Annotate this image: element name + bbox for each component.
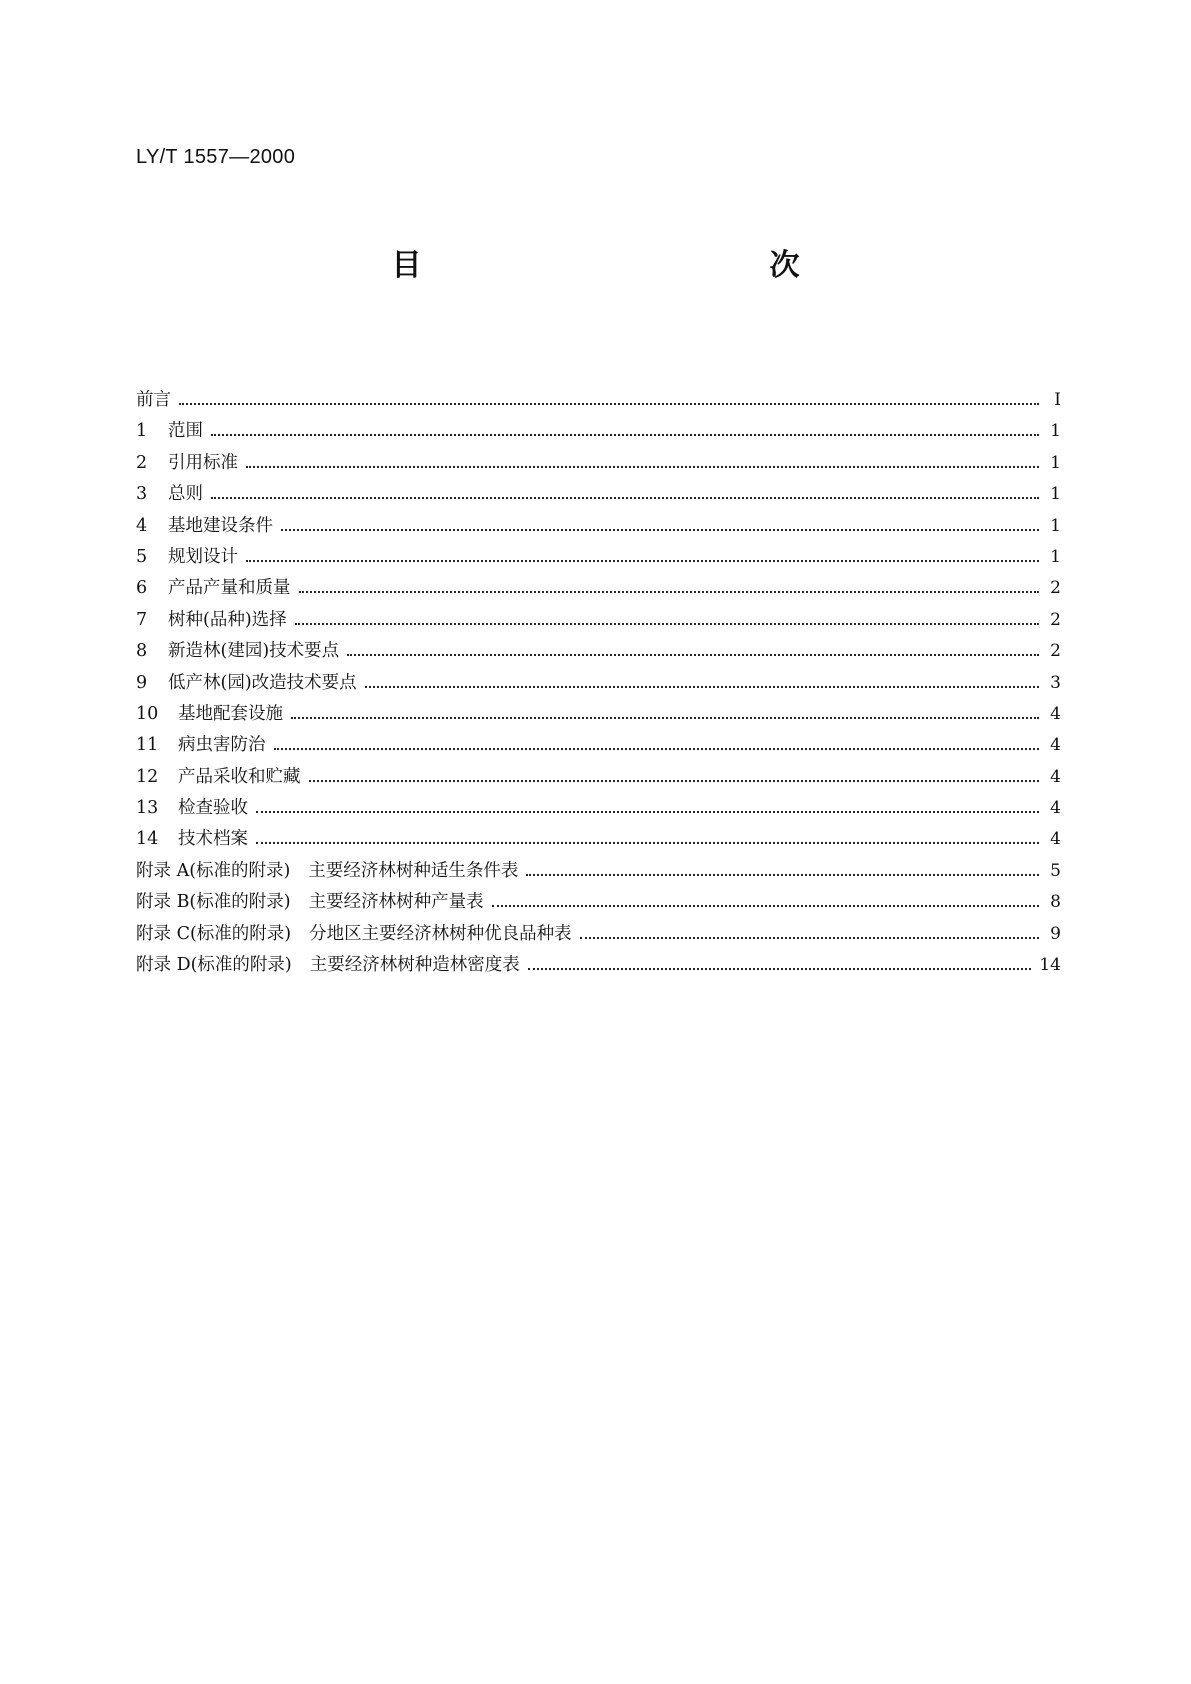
toc-entry-label: 树种(品种)选择 <box>168 609 287 630</box>
toc-leader-dots <box>211 497 1039 499</box>
toc-entry-2[interactable] <box>136 449 1061 480</box>
toc-leader-dots <box>179 403 1039 405</box>
toc-entry-7[interactable] <box>136 606 1061 637</box>
toc-entry-subtitle: 主要经济林树种产量表 <box>308 892 484 913</box>
toc-entry-label: 病虫害防治 <box>178 735 266 756</box>
toc-entry-number: 10 <box>136 703 159 724</box>
toc-entry-5[interactable] <box>136 543 1061 574</box>
toc-entry-page: 1 <box>1050 546 1061 567</box>
toc-leader-dots <box>309 780 1040 782</box>
toc-entry-10[interactable] <box>136 700 1061 731</box>
toc-leader-dots <box>256 811 1039 813</box>
toc-leader-dots <box>211 434 1039 436</box>
toc-entry-page: 1 <box>1050 515 1061 536</box>
toc-entry-page: 4 <box>1050 735 1061 756</box>
toc-entry-9[interactable] <box>136 669 1061 700</box>
toc-entry-6[interactable] <box>136 574 1061 605</box>
toc-entry-appendix-c[interactable] <box>136 920 1061 951</box>
toc-leader-dots <box>528 968 1032 970</box>
toc-entry-label: 基地建设条件 <box>168 515 273 536</box>
toc-leader-dots <box>274 748 1040 750</box>
toc-entry-page: 2 <box>1050 641 1061 662</box>
toc-entry-subtitle: 主要经济林树种造林密度表 <box>309 955 520 976</box>
toc-entry-3[interactable] <box>136 480 1061 511</box>
toc-entry-11[interactable] <box>136 731 1061 762</box>
toc-entry-13[interactable] <box>136 794 1061 825</box>
toc-entry-label: 产品产量和质量 <box>168 578 291 599</box>
toc-leader-dots <box>580 937 1039 939</box>
toc-entry-page: 3 <box>1050 672 1061 693</box>
toc-entry-page: 4 <box>1050 829 1061 850</box>
toc-leader-dots <box>281 529 1039 531</box>
toc-entry-number: 3 <box>136 484 148 505</box>
toc-entry-appendix-b[interactable] <box>136 888 1061 919</box>
toc-entry-label: 附录 C(标准的附录) <box>136 923 292 944</box>
toc-entry-label: 附录 B(标准的附录) <box>136 892 291 913</box>
toc-entry-label: 附录 A(标准的附录) <box>136 860 291 881</box>
toc-leader-dots <box>246 466 1039 468</box>
toc-entry-label: 范围 <box>168 421 203 442</box>
toc-entry-label: 总则 <box>168 484 203 505</box>
toc-entry-foreword[interactable] <box>136 386 1061 417</box>
toc-leader-dots <box>299 591 1040 593</box>
toc-entry-number: 11 <box>136 735 159 756</box>
toc-entry-label: 附录 D(标准的附录) <box>136 955 292 976</box>
toc-entry-number: 4 <box>136 515 148 536</box>
toc-entry-number: 13 <box>136 798 159 819</box>
standard-code: LY/T 1557—2000 <box>136 146 296 168</box>
toc-entry-number: 14 <box>136 829 159 850</box>
toc-entry-appendix-d[interactable] <box>136 951 1061 982</box>
toc-entry-label: 产品采收和贮藏 <box>178 766 301 787</box>
toc-entry-number: 9 <box>136 672 148 693</box>
toc-entry-page: 14 <box>1039 955 1061 976</box>
toc-entry-14[interactable] <box>136 825 1061 856</box>
toc-entry-number: 12 <box>136 766 159 787</box>
toc-entry-label: 规划设计 <box>168 546 238 567</box>
toc-entry-number: 7 <box>136 609 148 630</box>
toc-leader-dots <box>256 842 1039 844</box>
toc-entry-subtitle: 主要经济林树种适生条件表 <box>308 860 519 881</box>
toc-leader-dots <box>526 874 1039 876</box>
toc-entry-4[interactable] <box>136 512 1061 543</box>
toc-entry-page: 4 <box>1050 798 1061 819</box>
toc-entry-page: 1 <box>1050 452 1061 473</box>
toc-leader-dots <box>246 560 1039 562</box>
toc-entry-page: I <box>1054 390 1061 410</box>
toc-entry-label: 新造林(建园)技术要点 <box>168 641 340 662</box>
toc-entry-8[interactable] <box>136 637 1061 668</box>
toc-entry-page: 8 <box>1050 892 1061 913</box>
toc-entry-label: 前言 <box>136 390 171 410</box>
toc-entry-page: 5 <box>1050 860 1061 881</box>
table-of-contents <box>136 386 1061 982</box>
toc-entry-page: 2 <box>1050 609 1061 630</box>
toc-entry-page: 1 <box>1050 484 1061 505</box>
page-title: 目 次 <box>391 248 896 283</box>
toc-entry-label: 低产林(园)改造技术要点 <box>168 672 357 693</box>
toc-entry-label: 基地配套设施 <box>178 703 283 724</box>
toc-entry-label: 引用标准 <box>168 452 238 473</box>
toc-entry-page: 2 <box>1050 578 1061 599</box>
toc-leader-dots <box>492 905 1039 907</box>
toc-entry-page: 9 <box>1050 923 1061 944</box>
toc-entry-number: 8 <box>136 641 148 662</box>
toc-entry-label: 技术档案 <box>178 829 248 850</box>
toc-entry-appendix-a[interactable] <box>136 857 1061 888</box>
toc-entry-1[interactable] <box>136 417 1061 448</box>
toc-leader-dots <box>347 654 1039 656</box>
toc-entry-number: 2 <box>136 452 148 473</box>
toc-entry-page: 4 <box>1050 766 1061 787</box>
toc-leader-dots <box>295 623 1039 625</box>
toc-entry-number: 6 <box>136 578 148 599</box>
toc-entry-page: 1 <box>1050 421 1061 442</box>
toc-entry-number: 1 <box>136 421 148 442</box>
toc-leader-dots <box>365 686 1039 688</box>
toc-entry-number: 5 <box>136 546 148 567</box>
toc-entry-label: 检查验收 <box>178 798 248 819</box>
toc-entry-subtitle: 分地区主要经济林树种优良品种表 <box>309 923 572 944</box>
toc-entry-12[interactable] <box>136 763 1061 794</box>
toc-leader-dots <box>291 717 1039 719</box>
toc-entry-page: 4 <box>1050 703 1061 724</box>
